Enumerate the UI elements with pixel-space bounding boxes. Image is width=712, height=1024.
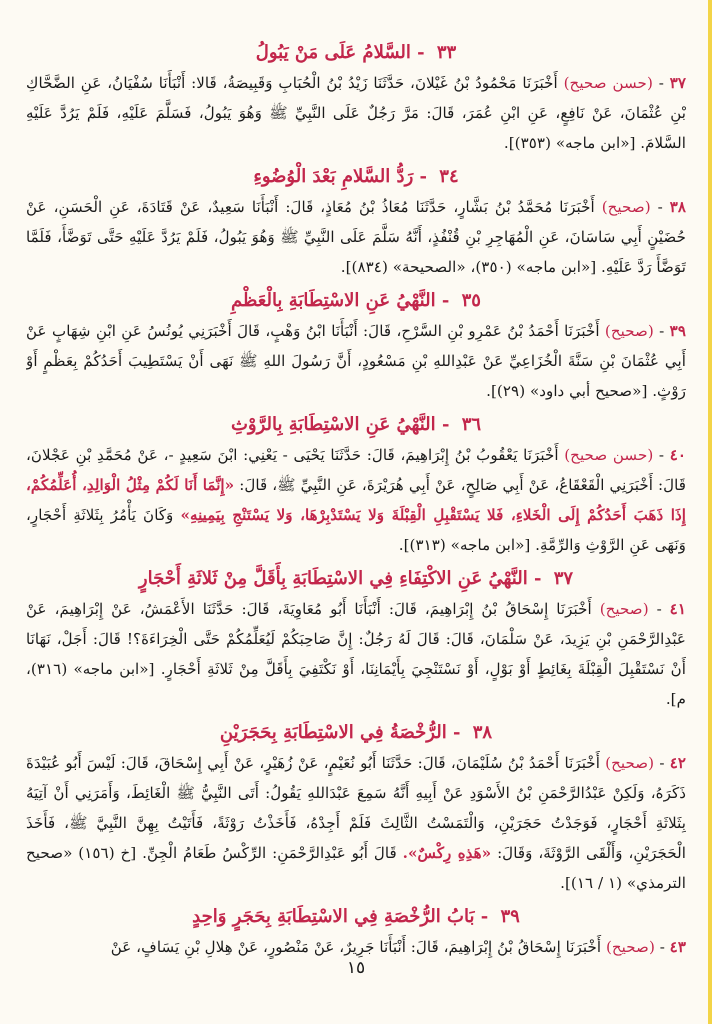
hadith-grade: (حسن صحيح)	[564, 446, 654, 464]
hadith-grade: (صحيح)	[605, 754, 655, 772]
chapter-title: النَّهْيُ عَنِ الاكْتِفَاءِ فِي الاسْتِطَابَةِ بِأَقَلَّ مِنْ ثَلاثَةِ أَحْجَارٍ	[138, 568, 528, 589]
chapter-heading: ٣٥ - النَّهْيُ عَنِ الاسْتِطَابَةِ بِالْعَظْمِ	[231, 290, 481, 311]
chapter-heading: ٣٧ - النَّهْيُ عَنِ الاكْتِفَاءِ فِي الاسْتِطَابَةِ بِأَقَلَّ مِنْ ثَلاثَةِ أَحْجَارٍ	[138, 568, 574, 589]
hadith-grade: (صحيح)	[604, 322, 654, 340]
hadith-text-after: وَكَانَ يَأْمُرُ بِثَلاثَةِ أَحْجَارٍ، وَنَهَى عَنِ الرَّوْثِ وَالرِّمَّةِ. [«ابن ماجه» (٣١٣)].	[26, 506, 686, 554]
hadith-paragraph: ٤٣ - (صحيح) أَخْبَرَنَا إِسْحَاقُ بْنُ إِبْرَاهِيمَ، قَالَ: أَنْبَأَنَا جَرِيرٌ، عَنْ مَنْصُورٍ، عَنْ هِلالِ بْنِ يَسَافٍ، عَنْ	[110, 938, 686, 956]
hadith-paragraph: ٤١ - (صحيح) أَخْبَرَنَا إِسْحَاقُ بْنُ إِبْرَاهِيمَ، قَالَ: أَنْبَأَنَا أَبُو مُعَاوِيَةَ، قَالَ: حَدَّثَنَا الأَعْمَشُ، عَنْ إِبْرَاهِيمَ، عَنْ عَبْدِالرَّحْمَنِ بْنِ يَزِيدَ، عَنْ سَلْمَانَ، قَالَ: قَالَ لَهُ رَجُلٌ: إِنَّ صَاحِبَكُمْ لَيُعَلِّمُكُمْ حَتَّى الْخِرَاءَةَ؟! قَالَ: أَجَلْ، نَهَانَا أَنْ نَسْتَقْبِلَ الْقِبْلَةَ بِغَائِطٍ أَوْ بَوْلٍ، أَوْ نَسْتَنْجِيَ بِأَيْمَانِنَا، أَوْ نَكْتَفِيَ بِأَقَلَّ مِنْ ثَلاثَةِ أَحْجَارٍ. [«ابن ماجه» (٣١٦)، م].	[26, 600, 686, 708]
page-edge-stripe	[708, 0, 712, 1024]
hadith-paragraph: ٣٨ - (صحيح) أَخْبَرَنَا مُحَمَّدُ بْنُ بَشَّارٍ، حَدَّثَنَا مُعَاذُ بْنُ مُعَاذٍ، قَالَ: أَنْبَأَنَا سَعِيدٌ، عَنْ قَتَادَةَ، عَنِ الْحَسَنِ، عَنْ حُضَيْنٍ أَبِي سَاسَانَ، عَنِ الْمُهَاجِرِ بْنِ قُنْفُذٍ، أَنَّهُ سَلَّمَ عَلَى النَّبِيِّ ﷺ وَهُوَ يَبُولُ، فَلَمْ يَرُدَّ عَلَيْهِ حَتَّى تَوَضَّأَ، فَلَمَّا تَوَضَّأَ رَدَّ عَلَيْهِ. [«ابن ماجه» (٣٥٠)، «الصحيحة» (٨٣٤)].	[26, 198, 686, 276]
chapter-heading: ٣٦ - النَّهْيُ عَنِ الاسْتِطَابَةِ بِالرَّوْثِ	[230, 414, 482, 435]
chapter-number: ٣٣	[436, 42, 457, 63]
hadith-text: أَخْبَرَنَا مَحْمُودُ بْنُ غَيْلانَ، حَدَّثَنَا زَيْدُ بْنُ الْحُبَابِ وَقَبِيصَةُ، قَالا: أَنْبَأَنَا سُفْيَانُ، عَنِ الضَّحَّاكِ بْنِ عُثْمَانَ، عَنْ نَافِعٍ، عَنِ ابْنِ عُمَرَ، قَالَ: مَرَّ رَجُلٌ عَلَى النَّبِيِّ ﷺ وَهُوَ يَبُولُ، فَسَلَّمَ عَلَيْهِ، فَلَمْ يَرُدَّ عَلَيْهِ السَّلامَ. [«ابن ماجه» (٣٥٣)].	[26, 74, 686, 152]
chapter-37	[26, 566, 686, 714]
hadith-text: أَخْبَرَنَا مُحَمَّدُ بْنُ بَشَّارٍ، حَدَّثَنَا مُعَاذُ بْنُ مُعَاذٍ، قَالَ: أَنْبَأَنَا سَعِيدٌ، عَنْ قَتَادَةَ، عَنِ الْحَسَنِ، عَنْ حُضَيْنٍ أَبِي سَاسَانَ، عَنِ الْمُهَاجِرِ بْنِ قُنْفُذٍ، أَنَّهُ سَلَّمَ عَلَى النَّبِيِّ ﷺ وَهُوَ يَبُولُ، فَلَمْ يَرُدَّ عَلَيْهِ حَتَّى تَوَضَّأَ، فَلَمَّا تَوَضَّأَ رَدَّ عَلَيْهِ. [«ابن ماجه» (٣٥٠)، «الصحيحة» (٨٣٤)].	[26, 198, 686, 276]
hadith-grade: (صحيح)	[601, 198, 651, 216]
hadith-number: ٣٧	[669, 74, 686, 92]
hadith-text: أَخْبَرَنَا يَعْقُوبُ بْنُ إِبْرَاهِيمَ، قَالَ: حَدَّثَنَا يَحْيَى - يَعْنِي: ابْنَ سَعِيدٍ -، عَنْ مُحَمَّدِ بْنِ عَجْلانَ، قَالَ: أَخْبَرَنِي الْقَعْقَاعُ، عَنْ أَبِي صَالِحٍ، عَنْ أَبِي هُرَيْرَةَ، عَنِ النَّبِيِّ ﷺ، قَالَ:	[26, 446, 686, 494]
chapter-33	[26, 40, 686, 158]
hadith-text: أَخْبَرَنَا إِسْحَاقُ بْنُ إِبْرَاهِيمَ، قَالَ: أَنْبَأَنَا جَرِيرٌ، عَنْ مَنْصُورٍ، عَنْ هِلالِ بْنِ يَسَافٍ، عَنْ	[110, 938, 602, 956]
hadith-number: ٤٠	[669, 446, 686, 464]
hadith-text: أَخْبَرَنَا أَحْمَدُ بْنُ عَمْرِو بْنِ السَّرْحِ، قَالَ: أَنْبَأَنَا ابْنُ وَهْبٍ، قَالَ أَخْبَرَنِي يُونُسُ عَنِ ابْنِ شِهَابٍ عَنْ أَبِي عُثْمَانَ بْنِ سَنَّةَ الْخُزَاعِيِّ عَنْ عَبْدِاللهِ بْنِ مَسْعُودٍ، أَنَّ رَسُولَ اللهِ ﷺ نَهَى أَنْ يَسْتَطِيبَ أَحَدُكُمْ بِعَظْمٍ أَوْ رَوْثٍ. [«صحيح أبي داود» (٢٩)].	[26, 322, 686, 400]
chapter-heading: ٣٩ - بَابُ الرُّخْصَةِ فِي الاسْتِطَابَةِ بِحَجَرٍ وَاحِدٍ	[192, 906, 520, 927]
chapter-36	[26, 412, 686, 560]
hadith-number: ٣٩	[669, 322, 686, 340]
chapter-heading: ٣٤ - رَدُّ السَّلامِ بَعْدَ الْوُضُوءِ	[253, 166, 459, 187]
document-page	[26, 34, 686, 1024]
hadith-grade: (حسن صحيح)	[563, 74, 653, 92]
prophet-words: «إِنَّمَا أَنَا لَكُمْ مِثْلُ الْوَالِدِ، أُعَلِّمُكُمْ، إِذَا ذَهَبَ أَحَدُكُمْ إِلَى الْخَلاءِ، فَلا يَسْتَقْبِلِ الْقِبْلَةَ وَلا يَسْتَدْبِرْهَا، وَلا يَسْتَنْجِ بِيَمِينِهِ»	[26, 476, 686, 524]
chapter-title: الرُّخْصَةُ فِي الاسْتِطَابَةِ بِحَجَرَيْنِ	[219, 722, 447, 743]
hadith-paragraph: ٤٢ - (صحيح) أَخْبَرَنَا أَحْمَدُ بْنُ سُلَيْمَانَ، قَالَ: حَدَّثَنَا أَبُو نُعَيْمٍ، عَنْ زُهَيْرٍ، عَنْ أَبِي إِسْحَاقَ، قَالَ: لَيْسَ أَبُو عُبَيْدَةَ ذَكَرَهُ، وَلَكِنْ عَبْدُالرَّحْمَنِ بْنُ الأَسْوَدِ عَنْ أَبِيهِ أَنَّهُ سَمِعَ عَبْدَاللهِ يَقُولُ: أَتَى النَّبِيُّ ﷺ الْغَائِطَ، وَأَمَرَنِي أَنْ آتِيَهُ بِثَلاثَةِ أَحْجَارٍ، فَوَجَدْتُ حَجَرَيْنِ، وَالْتَمَسْتُ الثَّالِثَ فَلَمْ أَجِدْهُ، فَأَخَذْتُ رَوْثَةً، فَأَتَيْتُ بِهِنَّ النَّبِيَّ ﷺ، فَأَخَذَ الْحَجَرَيْنِ، وَأَلْقَى الرَّوْثَةَ، وَقَالَ: «هَذِهِ رِكْسٌ». قَالَ أَبُو عَبْدِالرَّحْمَنِ: الرِّكْسُ طَعَامُ الْجِنِّ. [خ (١٥٦) «صحيح الترمذي» (١ / ١٦)].	[26, 754, 686, 892]
chapter-number: ٣٦	[461, 414, 482, 435]
prophet-words: «هَذِهِ رِكْسٌ».	[402, 844, 492, 862]
hadith-text: أَخْبَرَنَا أَحْمَدُ بْنُ سُلَيْمَانَ، قَالَ: حَدَّثَنَا أَبُو نُعَيْمٍ، عَنْ زُهَيْرٍ، عَنْ أَبِي إِسْحَاقَ، قَالَ: لَيْسَ أَبُو عُبَيْدَةَ ذَكَرَهُ، وَلَكِنْ عَبْدُالرَّحْمَنِ بْنُ الأَسْوَدِ عَنْ أَبِيهِ أَنَّهُ سَمِعَ عَبْدَاللهِ يَقُولُ: أَتَى النَّبِيُّ ﷺ الْغَائِطَ، وَأَمَرَنِي أَنْ آتِيَهُ بِثَلاثَةِ أَحْجَارٍ، فَوَجَدْتُ حَجَرَيْنِ، وَالْتَمَسْتُ الثَّالِثَ فَلَمْ أَجِدْهُ، فَأَخَذْتُ رَوْثَةً، فَأَتَيْتُ بِهِنَّ النَّبِيَّ ﷺ، فَأَخَذَ الْحَجَرَيْنِ، وَأَلْقَى الرَّوْثَةَ، وَقَالَ:	[26, 754, 686, 862]
hadith-grade: (صحيح)	[599, 600, 649, 618]
chapter-number: ٣٧	[553, 568, 574, 589]
hadith-number: ٤٣	[669, 938, 686, 956]
hadith-paragraph: ٣٩ - (صحيح) أَخْبَرَنَا أَحْمَدُ بْنُ عَمْرِو بْنِ السَّرْحِ، قَالَ: أَنْبَأَنَا ابْنُ وَهْبٍ، قَالَ أَخْبَرَنِي يُونُسُ عَنِ ابْنِ شِهَابٍ عَنْ أَبِي عُثْمَانَ بْنِ سَنَّةَ الْخُزَاعِيِّ عَنْ عَبْدِاللهِ بْنِ مَسْعُودٍ، أَنَّ رَسُولَ اللهِ ﷺ نَهَى أَنْ يَسْتَطِيبَ أَحَدُكُمْ بِعَظْمٍ أَوْ رَوْثٍ. [«صحيح أبي داود» (٢٩)].	[26, 322, 686, 400]
chapter-heading: ٣٣ - السَّلامُ عَلَى مَنْ يَبُولُ	[255, 42, 457, 63]
hadith-number: ٤١	[669, 600, 686, 618]
hadith-text: أَخْبَرَنَا إِسْحَاقُ بْنُ إِبْرَاهِيمَ، قَالَ: أَنْبَأَنَا أَبُو مُعَاوِيَةَ، قَالَ: حَدَّثَنَا الأَعْمَشُ، عَنْ إِبْرَاهِيمَ، عَنْ عَبْدِالرَّحْمَنِ بْنِ يَزِيدَ، عَنْ سَلْمَانَ، قَالَ: قَالَ لَهُ رَجُلٌ: إِنَّ صَاحِبَكُمْ لَيُعَلِّمُكُمْ حَتَّى الْخِرَاءَةَ؟! قَالَ: أَجَلْ، نَهَانَا أَنْ نَسْتَقْبِلَ الْقِبْلَةَ بِغَائِطٍ أَوْ بَوْلٍ، أَوْ نَسْتَنْجِيَ بِأَيْمَانِنَا، أَوْ نَكْتَفِيَ بِأَقَلَّ مِنْ ثَلاثَةِ أَحْجَارٍ. [«ابن ماجه» (٣١٦)، م].	[26, 600, 686, 708]
chapter-number: ٣٤	[439, 166, 459, 187]
chapter-38	[26, 720, 686, 898]
hadith-number: ٤٢	[669, 754, 686, 772]
chapter-number: ٣٥	[461, 290, 481, 311]
hadith-paragraph: ٤٠ - (حسن صحيح) أَخْبَرَنَا يَعْقُوبُ بْنُ إِبْرَاهِيمَ، قَالَ: حَدَّثَنَا يَحْيَى - يَعْنِي: ابْنَ سَعِيدٍ -، عَنْ مُحَمَّدِ بْنِ عَجْلانَ، قَالَ: أَخْبَرَنِي الْقَعْقَاعُ، عَنْ أَبِي صَالِحٍ، عَنْ أَبِي هُرَيْرَةَ، عَنِ النَّبِيِّ ﷺ، قَالَ: «إِنَّمَا أَنَا لَكُمْ مِثْلُ الْوَالِدِ، أُعَلِّمُكُمْ، إِذَا ذَهَبَ أَحَدُكُمْ إِلَى الْخَلاءِ، فَلا يَسْتَقْبِلِ الْقِبْلَةَ وَلا يَسْتَدْبِرْهَا، وَلا يَسْتَنْجِ بِيَمِينِهِ» وَكَانَ يَأْمُرُ بِثَلاثَةِ أَحْجَارٍ، وَنَهَى عَنِ الرَّوْثِ وَالرِّمَّةِ. [«ابن ماجه» (٣١٣)].	[26, 446, 686, 554]
hadith-text-after: قَالَ أَبُو عَبْدِالرَّحْمَنِ: الرِّكْسُ طَعَامُ الْجِنِّ. [خ (١٥٦) «صحيح الترمذي» (١ / ١٦)].	[26, 844, 686, 892]
chapter-heading: ٣٨ - الرُّخْصَةُ فِي الاسْتِطَابَةِ بِحَجَرَيْنِ	[219, 722, 493, 743]
chapter-39	[26, 904, 686, 962]
chapter-title: النَّهْيُ عَنِ الاسْتِطَابَةِ بِالرَّوْثِ	[230, 414, 436, 435]
chapter-title: بَابُ الرُّخْصَةِ فِي الاسْتِطَابَةِ بِحَجَرٍ وَاحِدٍ	[192, 906, 475, 927]
chapter-title: السَّلامُ عَلَى مَنْ يَبُولُ	[255, 42, 411, 63]
chapter-34	[26, 164, 686, 282]
chapter-title: رَدُّ السَّلامِ بَعْدَ الْوُضُوءِ	[253, 166, 414, 187]
page-number: ١٥	[346, 958, 366, 978]
chapter-35	[26, 288, 686, 406]
chapter-title: النَّهْيُ عَنِ الاسْتِطَابَةِ بِالْعَظْمِ	[231, 290, 436, 311]
hadith-grade: (صحيح)	[605, 938, 655, 956]
chapter-number: ٣٨	[472, 722, 493, 743]
chapter-number: ٣٩	[500, 906, 520, 927]
hadith-number: ٣٨	[669, 198, 686, 216]
hadith-paragraph: ٣٧ - (حسن صحيح) أَخْبَرَنَا مَحْمُودُ بْنُ غَيْلانَ، حَدَّثَنَا زَيْدُ بْنُ الْحُبَابِ وَقَبِيصَةُ، قَالا: أَنْبَأَنَا سُفْيَانُ، عَنِ الضَّحَّاكِ بْنِ عُثْمَانَ، عَنْ نَافِعٍ، عَنِ ابْنِ عُمَرَ، قَالَ: مَرَّ رَجُلٌ عَلَى النَّبِيِّ ﷺ وَهُوَ يَبُولُ، فَسَلَّمَ عَلَيْهِ، فَلَمْ يَرُدَّ عَلَيْهِ السَّلامَ. [«ابن ماجه» (٣٥٣)].	[26, 74, 686, 152]
